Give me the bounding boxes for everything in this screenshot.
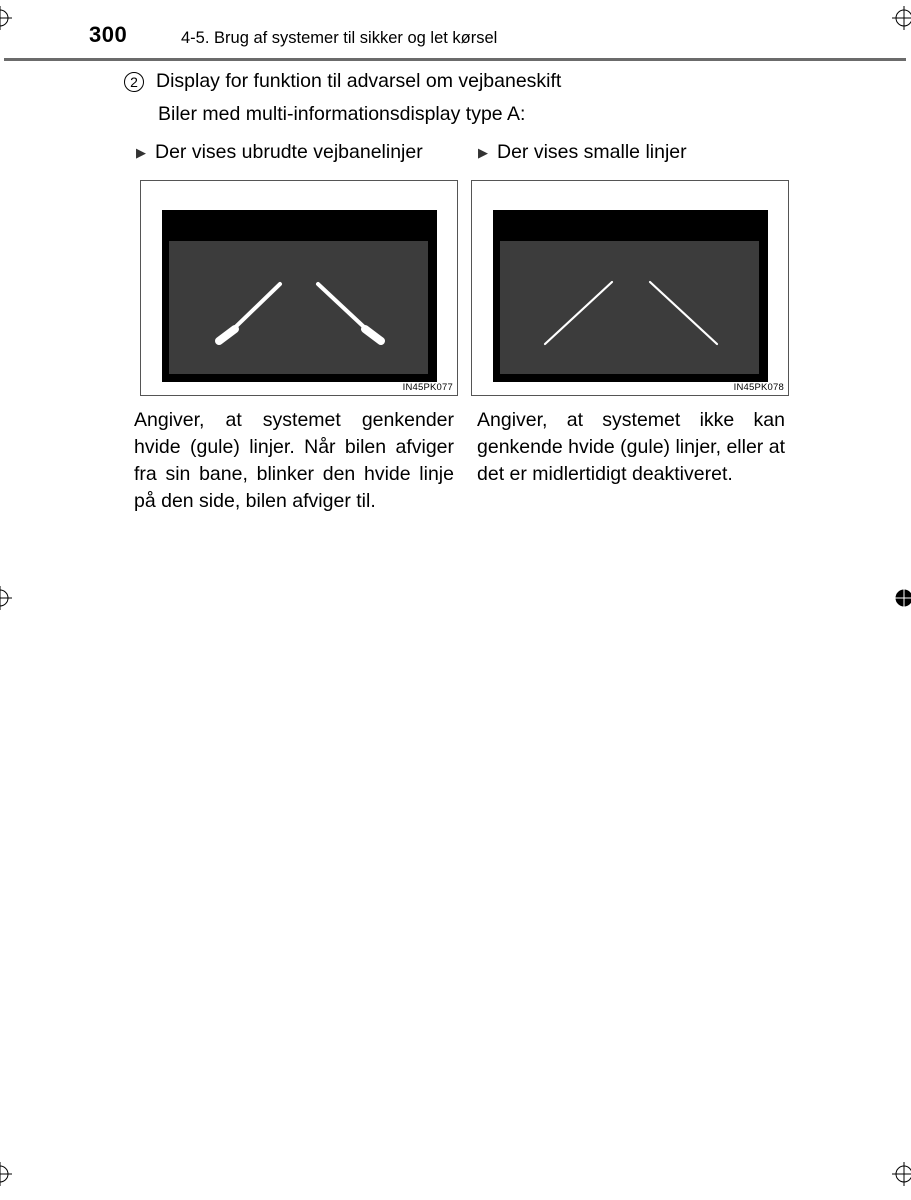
description-solid: Angiver, at systemet genkender hvide (gule) linjer. Når bilen afviger fra sin bane, blinker den hvide linje på den side, bilen afviger til.	[134, 409, 454, 512]
item-title: Display for funktion til advarsel om vejbaneskift	[156, 70, 562, 92]
variant-label-text: Der vises smalle linjer	[497, 141, 687, 163]
solid-lane-lines	[169, 241, 428, 374]
display-area	[500, 241, 759, 374]
section-title: 4-5. Brug af systemer til sikker og let kørsel	[181, 29, 498, 47]
variant-label-text: Der vises ubrudte vejbanelinjer	[155, 141, 423, 163]
item-subtitle: Biler med multi-informationsdisplay type A:	[158, 103, 526, 125]
left-lane-line	[545, 282, 612, 344]
registration-mark-icon	[0, 1162, 12, 1186]
figure-solid-lines	[140, 180, 458, 396]
left-lane-line-base	[219, 329, 235, 341]
display-area	[169, 241, 428, 374]
registration-mark-icon	[0, 6, 12, 30]
registration-mark-icon	[892, 586, 911, 610]
registration-mark-icon	[0, 586, 12, 610]
item-heading	[124, 70, 561, 93]
header-divider	[4, 58, 906, 61]
figure-thin-lines	[471, 180, 789, 396]
registration-mark-icon	[892, 6, 911, 30]
display-screen	[162, 210, 437, 382]
page-number: 300	[89, 22, 128, 47]
right-lane-line	[650, 282, 717, 344]
triangle-right-icon: ▶	[136, 144, 146, 160]
variant-label-thin	[478, 141, 687, 164]
figure-code: IN45PK077	[402, 382, 453, 393]
description-thin: Angiver, at systemet ikke kan genkende hvide (gule) linjer, eller at det er midlertidigt deaktiveret.	[477, 409, 785, 485]
variant-label-solid	[136, 141, 423, 164]
circled-number: 2	[124, 72, 144, 92]
thin-lane-lines	[500, 241, 759, 374]
right-lane-line-base	[365, 329, 381, 341]
figure-code: IN45PK078	[733, 382, 784, 393]
registration-mark-icon	[892, 1162, 911, 1186]
triangle-right-icon: ▶	[478, 144, 488, 160]
display-screen	[493, 210, 768, 382]
